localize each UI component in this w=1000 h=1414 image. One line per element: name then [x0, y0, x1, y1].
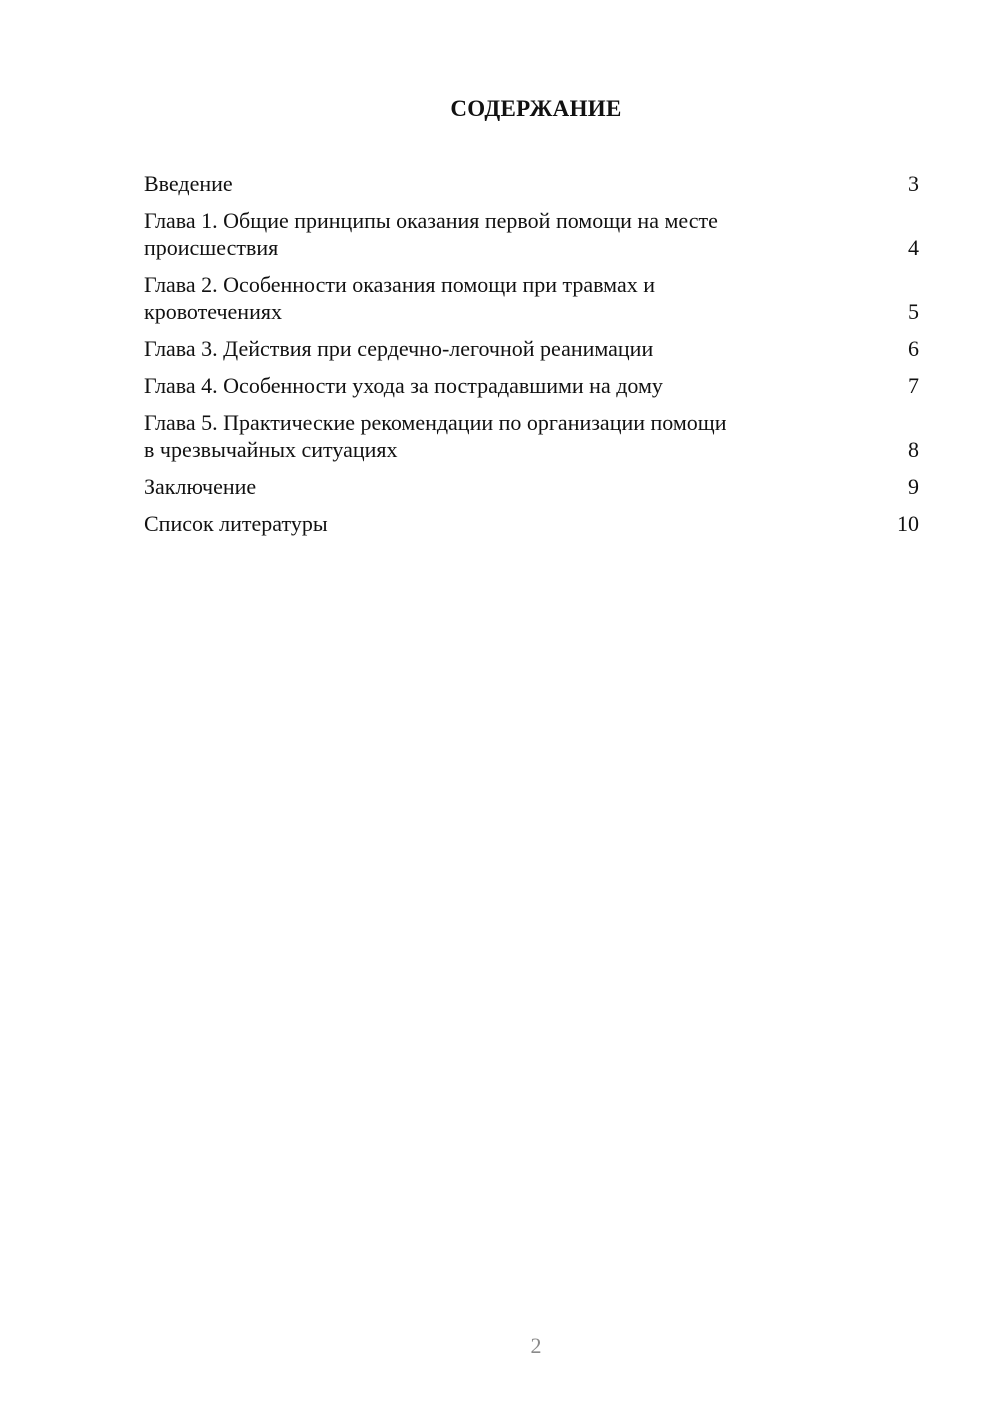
toc-entry-page: 7	[908, 373, 919, 398]
toc-entry-chapter-2	[144, 271, 919, 325]
toc-entry-page: 5	[908, 299, 919, 324]
toc-entry-chapter-5	[144, 409, 919, 463]
toc-entry-text: Глава 3. Действия при сердечно-легочной реанимации	[144, 336, 654, 361]
page-number: 2	[530, 1333, 542, 1358]
toc-entry-page: 9	[908, 474, 919, 499]
toc-entry-page: 6	[908, 336, 919, 361]
toc-entry-page: 3	[908, 171, 919, 196]
toc-entry-text: Глава 5. Практические рекомендации по организации помощи в чрезвычайных ситуациях	[144, 410, 727, 462]
table-of-contents	[144, 170, 919, 547]
toc-entry-text: Введение	[144, 171, 233, 196]
toc-entry-introduction	[144, 170, 919, 197]
toc-entry-conclusion	[144, 473, 919, 500]
toc-entry-text: Заключение	[144, 474, 257, 499]
toc-entry-text: Глава 2. Особенности оказания помощи при травмах и кровотечениях	[144, 272, 655, 324]
toc-entry-page: 10	[897, 511, 919, 536]
toc-entry-references	[144, 510, 919, 537]
toc-entry-text: Список литературы	[144, 511, 328, 536]
toc-entry-chapter-3	[144, 335, 919, 362]
toc-entry-chapter-4	[144, 372, 919, 399]
page-title: СОДЕРЖАНИЕ	[450, 96, 622, 121]
toc-entry-text: Глава 4. Особенности ухода за пострадавшими на дому	[144, 373, 663, 398]
toc-entry-page: 4	[908, 235, 919, 260]
toc-entry-page: 8	[908, 437, 919, 462]
toc-entry-text: Глава 1. Общие принципы оказания первой помощи на месте происшествия	[144, 208, 718, 260]
toc-entry-chapter-1	[144, 207, 919, 261]
